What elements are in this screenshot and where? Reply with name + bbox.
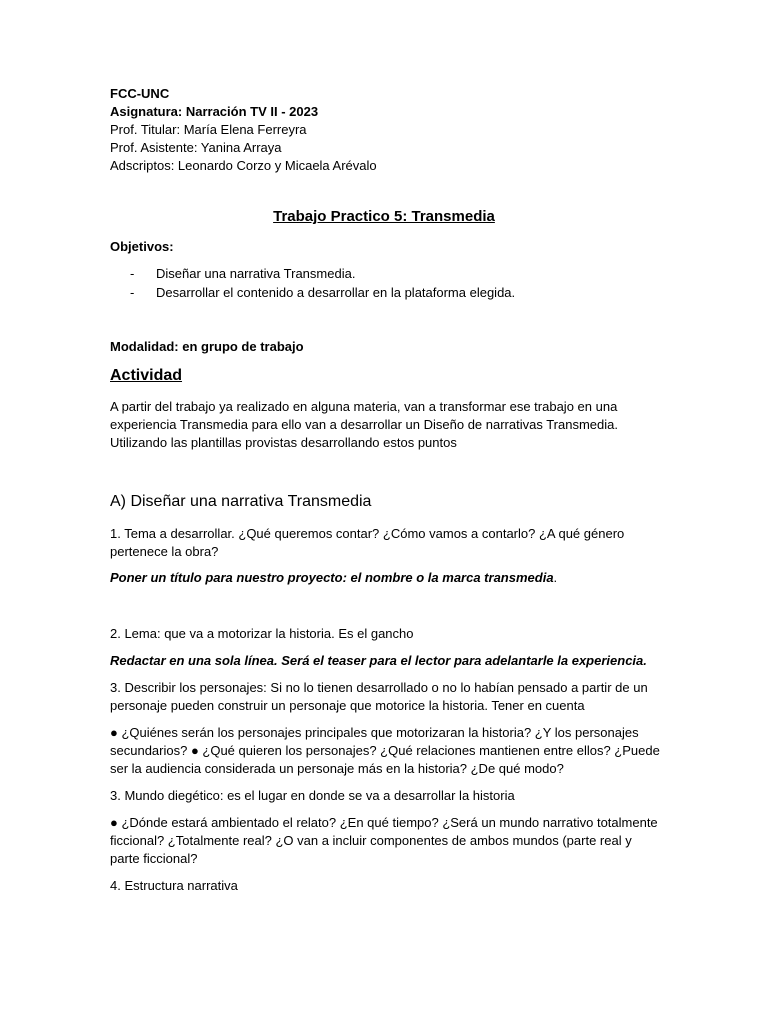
adscriptos: Adscriptos: Leonardo Corzo y Micaela Arévalo: [110, 158, 377, 173]
item3-question: ser la audiencia considerada un personaje más en la historia? ¿De qué modo?: [110, 761, 564, 776]
item3-line: personaje pueden construir un personaje que motorice la historia. Tener en cuenta: [110, 698, 585, 713]
item4-question: ● ¿Dónde estará ambientado el relato? ¿En qué tiempo? ¿Será un mundo narrativo totalmente: [110, 815, 658, 830]
dash-bullet: -: [130, 266, 135, 281]
item2-instruction: Redactar en una sola línea. Será el teaser para el lector para adelantarle la experiencia.: [110, 653, 647, 668]
item1-line: 1. Tema a desarrollar. ¿Qué queremos contar? ¿Cómo vamos a contarlo? ¿A qué género: [110, 526, 625, 541]
item3-line: 3. Describir los personajes: Si no lo tienen desarrollado o no lo habían pensado a partir de un: [110, 680, 648, 695]
item1-instruction-end: .: [553, 570, 558, 585]
item4-question: ficcional? ¿Totalmente real? ¿O van a incluir componentes de ambos mundos (parte real y: [110, 833, 632, 848]
dash-bullet: -: [130, 285, 135, 300]
objective-text: Diseñar una narrativa Transmedia.: [156, 266, 356, 281]
activity-intro-line: Utilizando las plantillas provistas desarrollando estos puntos: [110, 435, 457, 450]
item4-question: parte ficcional?: [110, 851, 198, 866]
item1-line: pertenece la obra?: [110, 544, 219, 559]
section-a-heading: A) Diseñar una narrativa Transmedia: [110, 493, 372, 510]
item1-instruction: [110, 569, 672, 587]
objectives-heading: Objetivos:: [110, 239, 174, 254]
item5: 4. Estructura narrativa: [110, 878, 238, 893]
activity-intro-line: A partir del trabajo ya realizado en alguna materia, van a transformar ese trabajo en una: [110, 399, 618, 414]
prof-asistente: Prof. Asistente: Yanina Arraya: [110, 140, 282, 155]
prof-titular: Prof. Titular: María Elena Ferreyra: [110, 122, 307, 137]
page-title: Trabajo Practico 5: Transmedia: [273, 208, 495, 225]
item4: 3. Mundo diegético: es el lugar en donde se va a desarrollar la historia: [110, 788, 515, 803]
item3-question: ● ¿Quiénes serán los personajes principales que motorizaran la historia? ¿Y los personajes: [110, 725, 639, 740]
institution: FCC-UNC: [110, 86, 170, 101]
activity-heading: Actividad: [110, 367, 183, 384]
activity-intro-line: experiencia Transmedia para ello van a desarrollar un Diseño de narrativas Transmedia.: [110, 417, 618, 432]
item1-instruction-text: Poner un título para nuestro proyecto: el nombre o la marca transmedia: [110, 570, 554, 585]
item3-question: secundarios? ● ¿Qué quieren los personajes? ¿Qué relaciones mantienen entre ellos? ¿Puede: [110, 743, 660, 758]
item2: 2. Lema: que va a motorizar la historia. Es el gancho: [110, 626, 414, 641]
subject: Asignatura: Narración TV II - 2023: [110, 104, 319, 119]
modalidad: Modalidad: en grupo de trabajo: [110, 339, 304, 354]
objective-text: Desarrollar el contenido a desarrollar en la plataforma elegida.: [156, 285, 516, 300]
